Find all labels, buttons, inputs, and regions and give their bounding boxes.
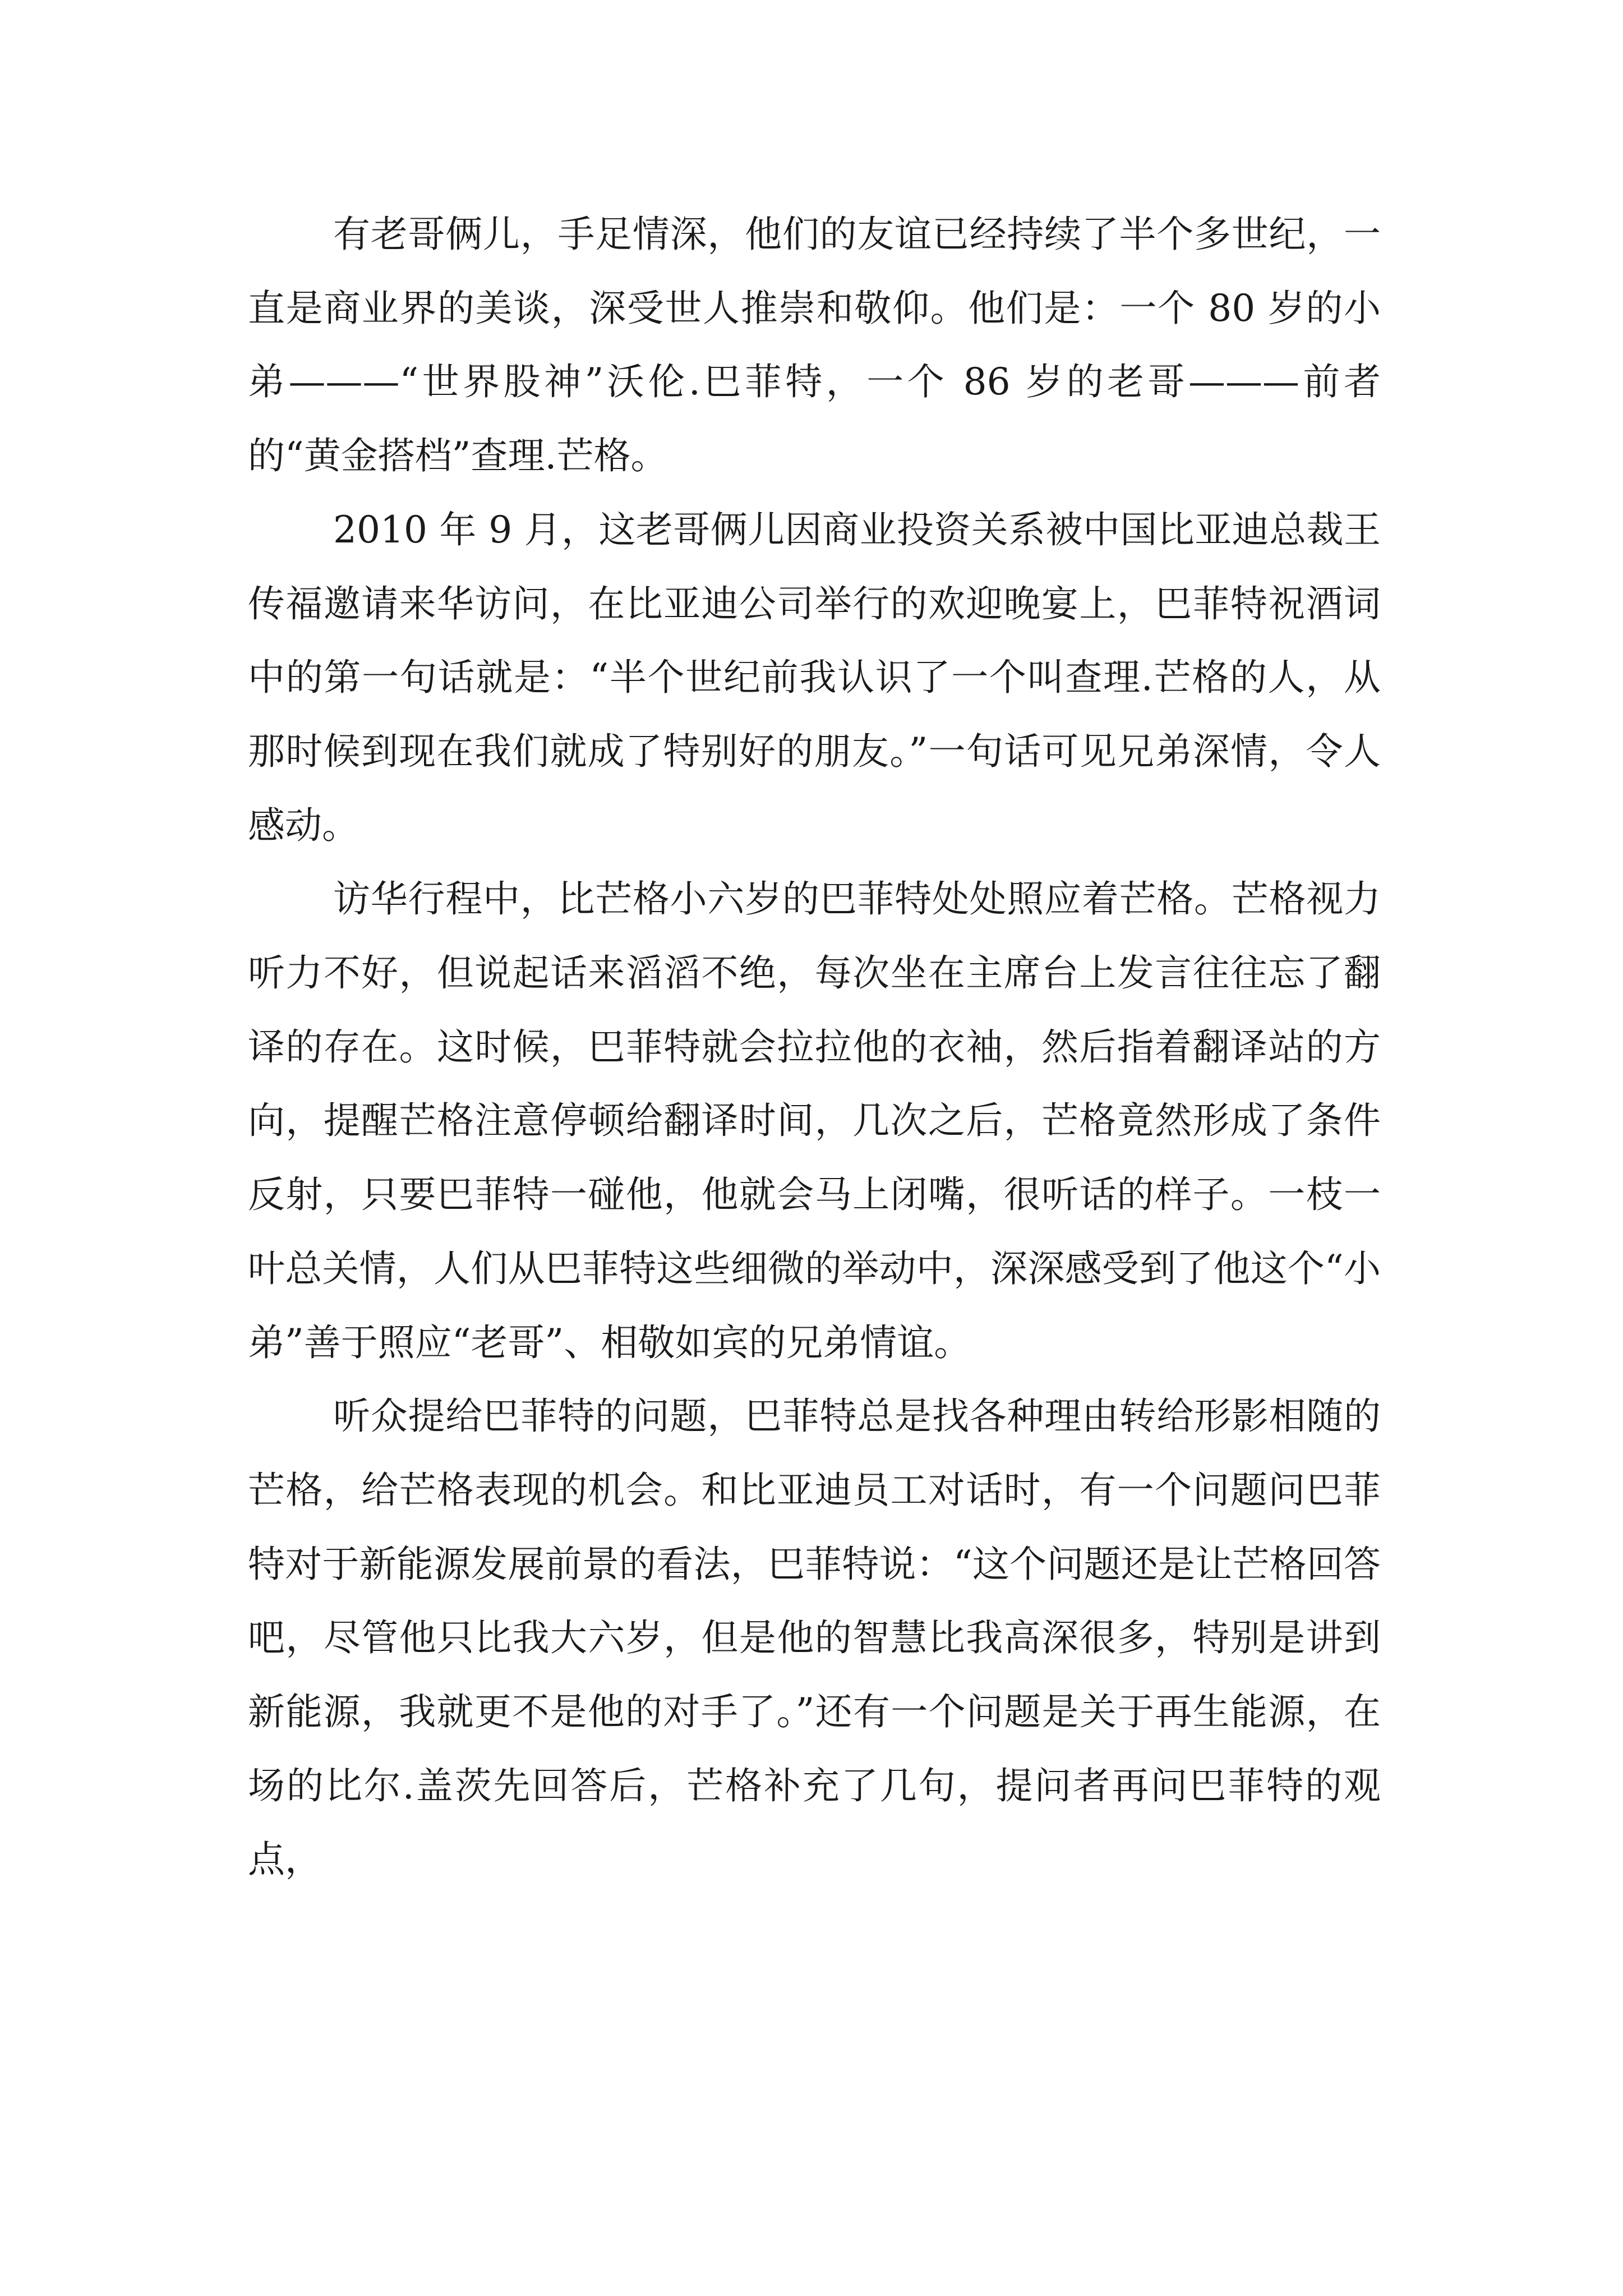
paragraph-4: 听众提给巴菲特的问题，巴菲特总是找各种理由转给形影相随的芒格，给芒格表现的机会。和比亚迪员工对话时，有一个问题问巴菲特对于新能源发展前景的看法，巴菲特说：“这个问题还是让芒格回答吧，尽管他只比我大六岁，但是他的智慧比我高深很多，特别是讲到新能源，我就更不是他的对手了。”还有一个问题是关于再生能源，在场的比尔.盖茨先回答后，芒格补充了几句，提问者再问巴菲特的观点，: [248, 1395, 1381, 1881]
paragraph-1: 有老哥俩儿，手足情深，他们的友谊已经持续了半个多世纪，一直是商业界的美谈，深受世人推崇和敬仰。他们是：一个 80 岁的小弟———“世界股神”沃伦.巴菲特，一个 86 岁的老哥———前者的“黄金搭档”查理.芒格。: [248, 213, 1381, 478]
paragraph-2: 2010 年 9 月，这老哥俩儿因商业投资关系被中国比亚迪总裁王传福邀请来华访问，在比亚迪公司举行的欢迎晚宴上，巴菲特祝酒词中的第一句话就是：“半个世纪前我认识了一个叫查理.芒格的人，从那时候到现在我们就成了特别好的朋友。”一句话可见兄弟深情，令人感动。: [248, 508, 1381, 847]
paragraph-3: 访华行程中，比芒格小六岁的巴菲特处处照应着芒格。芒格视力听力不好，但说起话来滔滔不绝，每次坐在主席台上发言往往忘了翻译的存在。这时候，巴菲特就会拉拉他的衣袖，然后指着翻译站的方向，提醒芒格注意停顿给翻译时间，几次之后，芒格竟然形成了条件反射，只要巴菲特一碰他，他就会马上闭嘴，很听话的样子。一枝一叶总关情，人们从巴菲特这些细微的举动中，深深感受到了他这个“小弟”善于照应“老哥”、相敬如宾的兄弟情谊。: [248, 877, 1381, 1364]
body-text: [248, 197, 1381, 1897]
